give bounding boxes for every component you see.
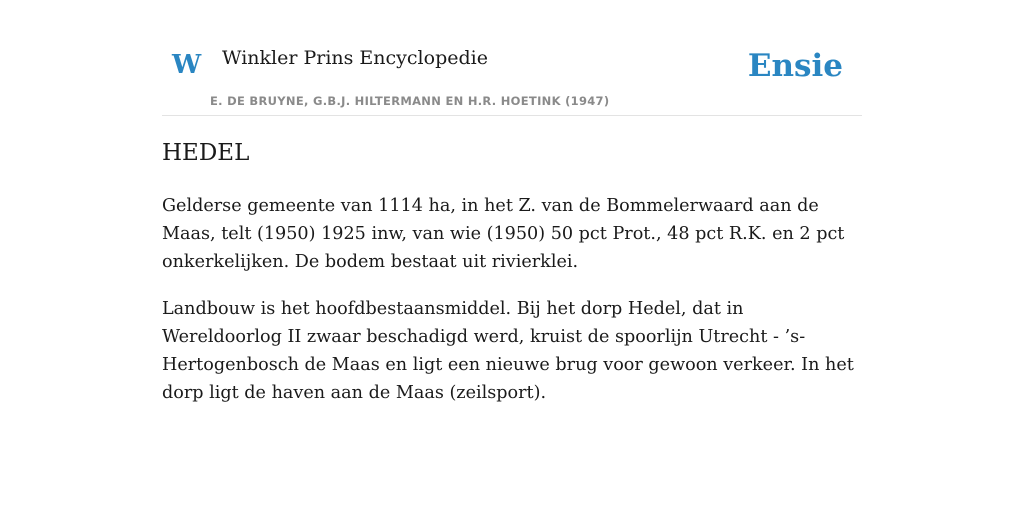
encyclopedia-header	[162, 40, 862, 116]
authors-line: E. DE BRUYNE, G.B.J. HILTERMANN EN H.R. HOETINK (1947)	[210, 94, 610, 108]
entry-paragraph: Landbouw is het hoofdbestaansmiddel. Bij het dorp Hedel, dat in Wereldoorlog II zwaar beschadigd werd, kruist de spoorlijn Utrecht - ’s-Hertogenbosch de Maas en ligt een nieuwe brug voor gewoon verkeer. In het dorp ligt de haven aan de Maas (zeilsport).	[162, 299, 854, 403]
winkler-prins-logo[interactable]: W	[172, 50, 202, 80]
entry-paragraph: Gelderse gemeente van 1114 ha, in het Z. van de Bommelerwaard aan de Maas, telt (1950) 1925 inw, van wie (1950) 50 pct Prot., 48 pct R.K. en 2 pct onkerkelijken. De bodem bestaat uit rivierklei.	[162, 196, 845, 272]
entry-body	[162, 192, 862, 426]
ensie-logo-link[interactable]: Ensie	[747, 48, 843, 84]
entry-title: HEDEL	[162, 140, 250, 166]
book-title[interactable]: Winkler Prins Encyclopedie	[222, 47, 488, 69]
